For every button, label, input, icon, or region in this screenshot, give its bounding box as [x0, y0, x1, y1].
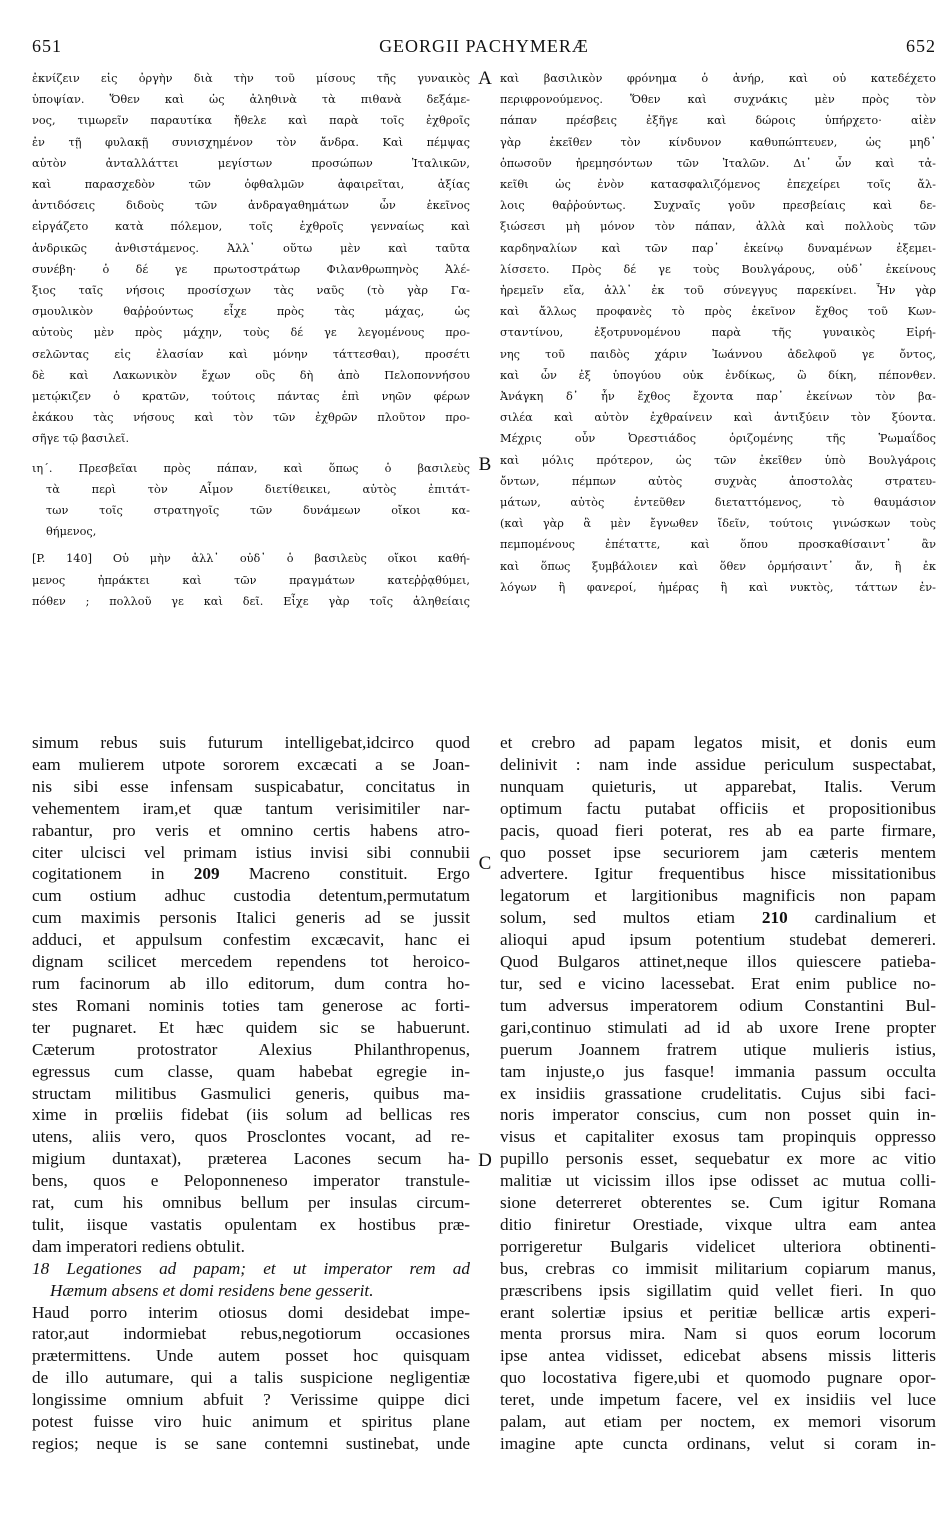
running-title: GEORGII PACHYMERÆ	[379, 36, 589, 56]
text-line: ξιώσεσι μὴ μόνον τὸν πάπαν, ἀλλὰ καὶ πολλοὺς τῶν	[500, 220, 936, 234]
text-line: regios; neque is se sane contemni sustinebat, unde	[32, 1434, 470, 1453]
text-line: nunquam quieturis, ut apparebat, Italis. Verum	[500, 776, 936, 796]
text-line: palam, aut etiam per noctem, ex memori visorum	[500, 1412, 936, 1432]
text-line: Haud porro interim otiosus domi desidebat impe-	[32, 1302, 470, 1322]
margin-letter-c: C	[478, 853, 492, 874]
text-line: ὄντων, πέμπων αὐτὸς συχνὰς ἀποστολὰς στρατευ-	[500, 474, 936, 488]
text-line: Μέχρις οὖν Ὀρεστιάδος ὁριζομένης τῆς Ῥωμαΐδος	[500, 432, 936, 446]
folio-number: 209	[193, 864, 220, 884]
text-line: μάτων, αὐτὸς ἐντεῦθεν διεταττόμενος, τὸ θαυμάσιον	[500, 496, 936, 510]
text-line: σμουλικὸν θαῤῥούντως εἶχε πρὸς τὰς μάχας, ὡς	[32, 305, 470, 319]
text-line: ἀνδρικῶς ἀνθιστάμενος. Ἀλλ᾽ οὕτω μὲν καὶ ταῦτα	[32, 241, 470, 255]
text-line: καρδηναλίων καὶ τῶν παρ᾽ ἐκείνῳ δυναμένων ἐξεμει-	[500, 241, 936, 255]
text-line: citer ulcisci vel primam istius invisi sibi connubii	[32, 842, 470, 862]
text-line: erant solertiæ ipsius et peritiæ bellicæ artis experi-	[500, 1302, 936, 1322]
margin-letter-d: D	[478, 1150, 492, 1171]
text-line: sione deterreret obterentes se. Cum igitur Romana	[500, 1193, 936, 1213]
text-line: καὶ ὧν ἐξ ὑπογύου οὐκ ἐνδίκως, ὢ δίκη, πέπονθεν.	[500, 368, 936, 382]
text-line: imagine apte cuncta ordinans, velut si coram in-	[500, 1434, 936, 1453]
text-line: nis sibi esse infensam suspicabatur, concitatus in	[32, 776, 470, 796]
text-line: ὁπωσοῦν ἠρεμησόντων τῶν Ἰταλῶν. Δι᾽ ὧν καὶ τἀ-	[500, 156, 936, 170]
heading-line: 18 Legationes ad papam; et ut imperator rem ad	[32, 1258, 470, 1278]
text-line: gari,continuo stimulati ad id ab uxore Irene propter	[500, 1017, 936, 1037]
text-line: πεμπομένους ἐπέταττε, καὶ ὅπου προσκαθίσαιντ᾽ ἂν	[500, 538, 936, 552]
text-line: tulit, iisque vastatis opulentam ex hostibus præ-	[32, 1214, 470, 1234]
text-line: migium duntaxat), præterea Lacones secum ha-	[32, 1149, 470, 1169]
text-line: cogitationem in 209 Macreno constituit. Ergo	[32, 864, 470, 884]
text-line: σῆγε τῷ βασιλεῖ.	[32, 432, 130, 446]
text-line: πόθεν ; πολλοῦ γε καὶ δεῖ. Εἶχε γὰρ τοῖς ἀληθείαις	[32, 594, 470, 608]
text-line: ξιος ταῖς νήσοις προσίσχων τὰς ναῦς (τὸ γὰρ Γα-	[32, 284, 470, 298]
heading-line: Hæmum absens et domi residens bene gesserit.	[50, 1280, 374, 1300]
text-line: puerum Joannem fratrem utique mulieris istius,	[500, 1039, 936, 1059]
text-line: καὶ ἄλλως προφανὲς τὸ πρὸς ἐκεῖνον ἔχθος τοῦ Κων-	[500, 305, 936, 319]
margin-letter-b: B	[478, 454, 492, 475]
text-line: pacis, quoad fieri poterat, res ab ea parte firmare,	[500, 820, 936, 840]
text-line: σταντίνου, ἐξοτρυνομένου παρὰ τῆς γυναικὸς Εἰρή-	[500, 326, 936, 340]
text-line: ipse antea vidisset, edicebat absens missis litteris	[500, 1346, 936, 1366]
text-line: rabantur, pro veris et omnino certis habens atro-	[32, 820, 470, 840]
text-line: delinivit : nam inde assidue periculum suspectabat,	[500, 754, 936, 774]
text-line: λίσσετο. Πρὸς δέ γε τοὺς Βουλγάρους, οὐδ᾽ ἐκείνους	[500, 262, 936, 276]
text-line: γὰρ ἐκεῖθεν τὸν κίνδυνον καθυπώπτευεν, ὡς μηδ᾽	[500, 135, 936, 149]
text-line: Quod Bulgaros attinet,neque illos quiescere patieba-	[500, 952, 936, 972]
text-line: prætermittens. Unde autem posset hoc quisquam	[32, 1346, 470, 1366]
latin-section-heading	[32, 1258, 470, 1302]
text-line: Cæterum protostrator Alexius Philanthropenus,	[32, 1039, 470, 1059]
text-line: dam imperatori rediens obtulit.	[32, 1236, 245, 1256]
text-line: συνέβη· ὁ δέ γε πρωτοστράτωρ Φιλανθρωπηνὸς Ἀλέ-	[32, 262, 470, 276]
heading-line: τὰ περὶ τὸν Αἷμον διετίθεικει, αὐτὸς ἐπιτάτ-	[46, 482, 470, 496]
text-line: porrigeretur Bulgaris videlicet ulteriora obtinenti-	[500, 1236, 936, 1256]
greek-column-left	[32, 68, 470, 612]
text-line: σελῶντας εἰς ἐλασίαν καὶ μόνην τάττεσθαι), προσέτι	[32, 347, 470, 361]
text-line: simum rebus suis futurum intelligebat,idcirco quod	[32, 733, 470, 752]
text-line: εἰργάζετο κατὰ πόλεμον, τοῖς ἐχθροῖς γενναίως καὶ	[32, 220, 470, 234]
text-line: αὐτοὺς μὲν πρὸς μάχην, τοὺς δέ γε λεγομένους προ-	[32, 326, 470, 340]
text-line: ter pugnaret. Et hæc quidem sic se habuerunt.	[32, 1017, 470, 1037]
text-line: cum maximis personis Italici generis ad se jussit	[32, 908, 470, 928]
text-line: ἐκνίζειν εἰς ὀργὴν διὰ τὴν τοῦ μίσους τῆς γυναικὸς	[32, 72, 470, 85]
text-line: teret, unde impetum facere, vel ex insidiis vel luce	[500, 1390, 936, 1410]
latin-column-left	[32, 732, 470, 1455]
text-line: optimum factu putabat officiis et propositionibus	[500, 798, 936, 818]
text-line: tum adversus imperatorem odium Constantini Bul-	[500, 995, 936, 1015]
text-line: utens, aliis vero, quos Prosclontes vocant, ad re-	[32, 1127, 470, 1147]
greek-section-heading	[32, 458, 470, 543]
text-line: αὐτὸν ἀνταλλάττει μεγίστων προσώπων Ἰταλικῶν,	[32, 156, 470, 170]
text-line: ἀντιδόσεις διδοὺς τῶν ἀνδραγαθημάτων ὧν ἐκεῖνος	[32, 199, 470, 213]
text-line: ditio finiretur Orestiade, vixque ultra eam antea	[500, 1214, 936, 1234]
text-line: eam mulierem utpote sororem excæcati a se Joan-	[32, 754, 470, 774]
text-line: καὶ μόλις πρότερον, ὡς τῶν ἐκεῖθεν ὑπὸ Βουλγάροις	[500, 453, 936, 467]
text-line: (καὶ γὰρ ἃ μὲν ἔγνωθεν ἴδεῖν, τούτοις γινώσκων τοὺς	[500, 517, 936, 531]
text-line: bus, crebras co immisit militarium copiarum manus,	[500, 1258, 936, 1278]
text-line: ἠρεμεῖν εἴα, ἀλλ᾽ ἐκ τοῦ σύνεγγυς παρεκίνει. Ἦν γὰρ	[500, 284, 936, 298]
text-line: rator,aut indormiebat rebus,negotiorum occasiones	[32, 1324, 470, 1344]
text-line: cum ostium adhuc custodia detentum,permutatum	[32, 886, 470, 906]
text-line: de illo autumare, qui a talis suspicione negligentiæ	[32, 1368, 470, 1388]
text-line: visus et capitaliter exosus tam propinquis oppresso	[500, 1127, 936, 1147]
text-line: quo locostativa figere,ubi et quomodo pugnare opor-	[500, 1368, 936, 1388]
text-line: περιφρονούμενος. Ὅθεν καὶ συχνάκις μὲν πρὸς τὸν	[500, 93, 936, 107]
heading-line: των τοῖς στρατηγοῖς τῶν δυνάμεων οἴκοι κα-	[46, 504, 470, 518]
page-number-right: 652	[906, 36, 936, 56]
text-line: κεῖθι ὡς ἐνὸν κατασφαλιζόμενος ἐπεχείρει τοῖς ἄλ-	[500, 178, 936, 192]
text-line: ex insidiis grassatione crudelitatis. Cujus sibi faci-	[500, 1083, 936, 1103]
text-line: quo posset ipse securiorem jam cæteris mentem	[500, 842, 936, 862]
text-line: καὶ βασιλικὸν φρόνημα ὁ ἀνήρ, καὶ οὐ κατεδέχετο	[500, 72, 936, 85]
text-line: pupillo personis esset, sequebatur ex more ac vitio	[500, 1149, 936, 1169]
text-line: rum facinorum ab illo editorum, dum contra ho-	[32, 973, 470, 993]
text-line: δὲ καὶ Λακωνικὸν ἔχων οὓς δὴ ἀπὸ Πελοποννήσου	[32, 368, 470, 382]
text-line: solum, sed multos etiam 210 cardinalium et	[500, 908, 936, 928]
text-line: ἐκάκου τὰς νήσους καὶ τὸν τῶν ἐχθρῶν πλοῦτον προ-	[32, 411, 470, 425]
text-line: et crebro ad papam legatos misit, et donis eum	[500, 733, 936, 752]
text-line: tur, sed e vicino lacessebat. Erat enim publice no-	[500, 973, 936, 993]
heading-line: ιη΄. Πρεσβεῖαι πρὸς πάπαν, καὶ ὅπως ὁ βασιλεὺς	[32, 461, 470, 475]
text-line: νος, τιμωρεῖν παραυτίκα ἤθελε καὶ παρὰ τοῖς ἐχθροῖς	[32, 114, 470, 128]
text-line: bens, quos e Peloponneneso imperator transtule-	[32, 1171, 470, 1191]
text-line: σιλέα καὶ αὐτὸν ἐχθραίνειν καὶ ἀντιξύειν τὸν ξύοντα.	[500, 411, 936, 425]
text-line: μετῴκιζεν ὁ κρατῶν, τούτοις πάντας ἐπὶ νηῶν φέρων	[32, 390, 470, 404]
text-line: νης τοῦ παιδὸς χάριν Ἰωάννου ἀδελφοῦ γε ὄντος,	[500, 347, 936, 361]
margin-letter-a: A	[478, 68, 492, 89]
text-line: stes Romani nominis toties tam generose ac forti-	[32, 995, 470, 1015]
text-line: potest fuisse viro huic animum et spiritus plane	[32, 1412, 470, 1432]
text-line: μενος ἠπράκτει καὶ τῶν πραγμάτων κατεῤῥᾳθύμει,	[32, 573, 470, 587]
text-line: structam militibus Gasmulici generis, quibus ma-	[32, 1083, 470, 1103]
text-line: ὑποψίαν. Ὅθεν καὶ ὡς ἀληθινὰ τὰ πιθανὰ δεξάμε-	[32, 93, 470, 107]
text-line: ἐν τῇ φυλακῇ συνισχημένον τὸν ἄνδρα. Καὶ πέμψας	[32, 135, 470, 149]
text-line: præscribens ipsis sigillatim quid vellet fieri. In quo	[500, 1280, 936, 1300]
text-line: πάπαν πρέσβεις ἐξῆγε καὶ δώροις ὑπήρχετο· αἰὲν	[500, 114, 936, 128]
text-line: legatorum et largitionibus magnificis non papam	[500, 886, 936, 906]
latin-column-right	[500, 732, 936, 1455]
text-line: xime in prœliis fidebat (iis solum ad bellicas res	[32, 1105, 470, 1125]
heading-line: θήμενος,	[46, 525, 97, 539]
text-line: Ἀνάγκη δ᾽ ἦν ἔχθος ἔχοντα παρ᾽ ἐκείνων τὸν βα-	[500, 390, 936, 404]
text-line: adduci, et appulsum confestim excæcavit, hanc ei	[32, 930, 470, 950]
text-line: καὶ ὅπως ξυμβάλοιεν καὶ ὅθεν ὁρμήσαιντ᾽ ἄν, ἢ ἐκ	[500, 559, 936, 573]
text-line: alioqui apud ipsum potentium studebat demereri.	[500, 930, 936, 950]
text-line: [P. 140] Οὐ μὴν ἀλλ᾽ οὐδ᾽ ὁ βασιλεὺς οἴκοι καθή-	[32, 552, 470, 566]
page-number-left: 651	[32, 36, 62, 56]
running-header	[32, 36, 936, 60]
greek-column-right	[500, 68, 936, 598]
text-line: rat, cum his omnibus bellum per insulas circum-	[32, 1193, 470, 1213]
text-line: longissime omnium abfuit ? Verissime quippe dici	[32, 1390, 470, 1410]
folio-number: 210	[761, 908, 788, 928]
text-line: vehementem iram,et quæ tantum verisimitiler nar-	[32, 798, 470, 818]
text-line: λόγων ἢ φανεροί, ἡμέρας ἢ καὶ νυκτὸς, τάττων ἐν-	[500, 580, 936, 594]
text-line: καὶ παρασχεδὸν τῶν ὀφθαλμῶν ἀφαιρεῖται, ἀξίας	[32, 178, 470, 192]
text-line: egressus cum classe, quam habebat egregie in-	[32, 1061, 470, 1081]
text-line: noris imperator conscius, cum non posset quin in-	[500, 1105, 936, 1125]
text-line: tam injuste,o jus fasque! immania passum occulta	[500, 1061, 936, 1081]
text-line: λοις θαῤῥούντως. Συχναῖς γοῦν πρεσβείαις καὶ δε-	[500, 199, 936, 213]
text-line: menta prorsus mira. Nam si quos eorum locorum	[500, 1324, 936, 1344]
text-line: malitiæ ut vicissim illos ipse odisset ac mutua colli-	[500, 1171, 936, 1191]
text-line: advertere. Igitur frequentibus hisce missitationibus	[500, 864, 936, 884]
text-line: dignam scilicet mercedem rependens tot heroico-	[32, 952, 470, 972]
